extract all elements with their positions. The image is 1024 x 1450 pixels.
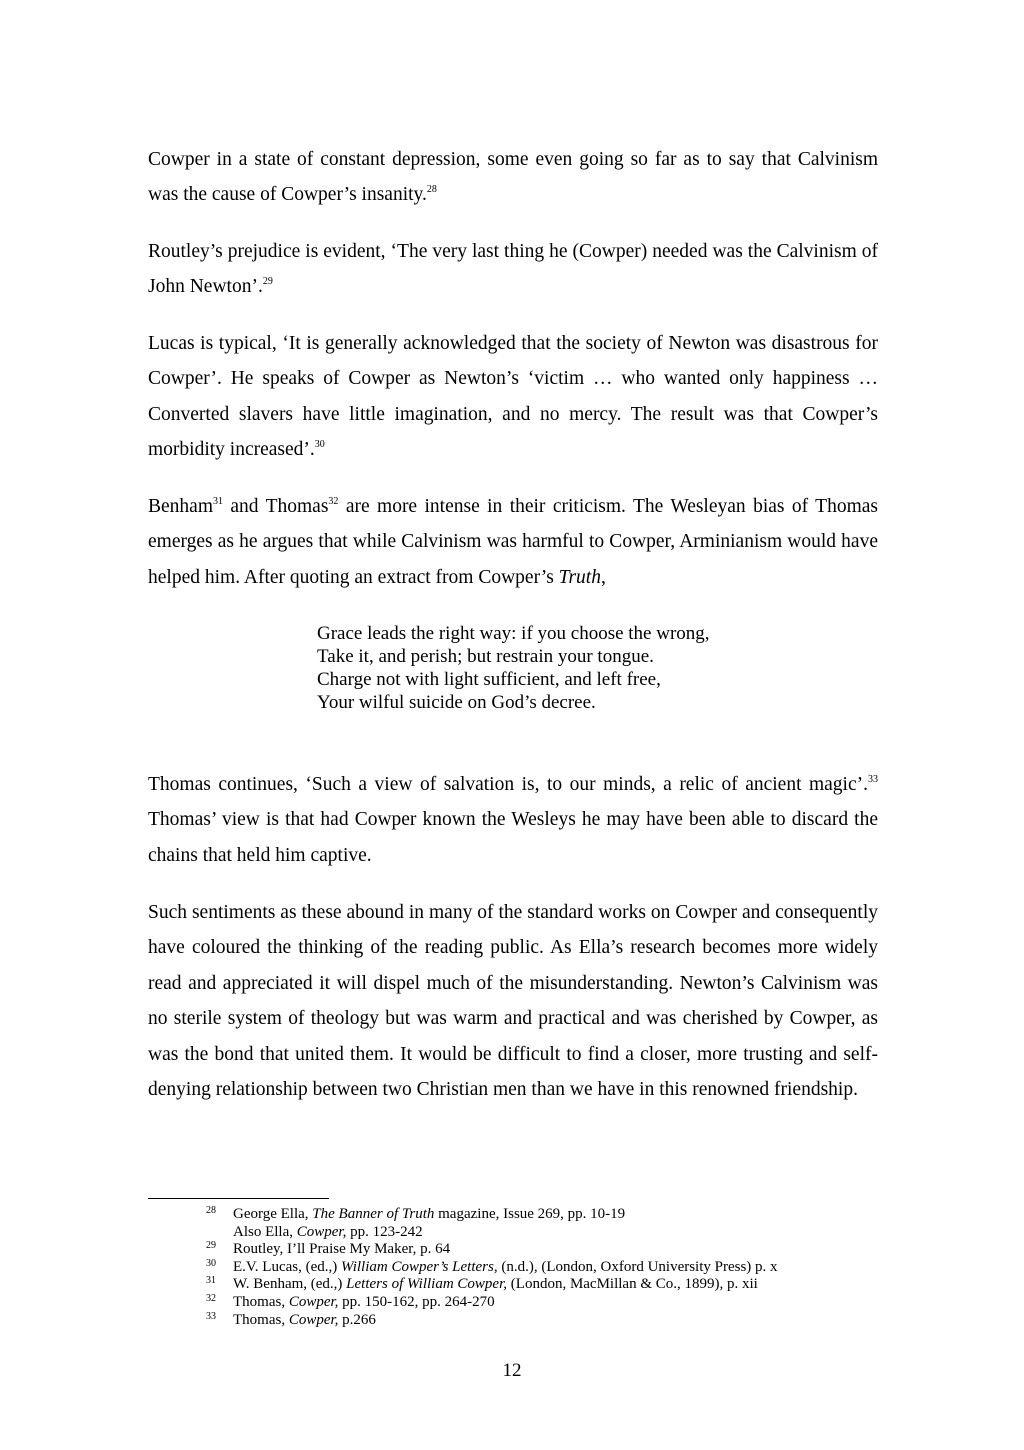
footnote-text: Thomas, bbox=[233, 1293, 289, 1310]
paragraph-5 bbox=[148, 767, 878, 873]
footnote-30 bbox=[0, 1259, 1024, 1277]
footnote-text: Routley, I’ll Praise My Maker, p. 64 bbox=[233, 1241, 451, 1258]
poem-line: Grace leads the right way: if you choose the wrong, bbox=[317, 623, 710, 644]
paragraph-text: Benham bbox=[148, 496, 213, 517]
paragraph-1 bbox=[148, 142, 878, 213]
footnote-divider bbox=[148, 1198, 329, 1199]
italic-title: Cowper, bbox=[288, 1311, 339, 1328]
footnote-text: (London, MacMillan & Co., 1899), p. xii bbox=[507, 1276, 758, 1293]
paragraph-text: Thomas continues, ‘Such a view of salvation is, to our minds, a relic of ancient magic’. bbox=[148, 774, 868, 795]
paragraph-text: Lucas is typical, ‘It is generally acknowledged that the society of Newton was disastrous for Cowper’. He speaks of Cowper as Newton’s ‘victim … who wanted only happiness … Converted slavers have little imagination, and no mercy. The result was that Cowper’s morbidity increased’. bbox=[148, 333, 878, 461]
poem-quote bbox=[317, 622, 837, 714]
footnote-28-continued bbox=[0, 1224, 1024, 1242]
paragraph-text: Thomas’ view is that had Cowper known the Wesleys he may have been able to discard the chains that held him captive. bbox=[148, 809, 878, 866]
footnote-number: 29 bbox=[206, 1240, 216, 1252]
poem-line: Take it, and perish; but restrain your tongue. bbox=[317, 646, 654, 667]
footnote-ref[interactable]: 33 bbox=[868, 773, 878, 785]
footnote-text: pp. 150-162, pp. 264-270 bbox=[338, 1293, 495, 1310]
footnote-28 bbox=[0, 1206, 1024, 1224]
italic-title: Truth bbox=[558, 566, 601, 588]
footnote-number: 28 bbox=[206, 1205, 216, 1216]
italic-title: Cowper, bbox=[296, 1223, 347, 1240]
footnote-ref[interactable]: 28 bbox=[426, 183, 437, 195]
paragraph-text: Such sentiments as these abound in many of the standard works on Cowper and consequently have coloured the thinking of the reading public. As Ella’s research becomes more widely read and appreciated it will dispel much of the misunderstanding. Newton’s Calvinism was no sterile system of theology but was warm and practical and was cherished by Cowper, as was the bond that united them. It would be difficult to find a closer, more trusting and self-denying relationship between two Christian men than we have in this renowned friendship. bbox=[148, 902, 878, 1101]
footnote-text: E.V. Lucas, (ed.,) bbox=[233, 1258, 342, 1275]
italic-title: Cowper, bbox=[288, 1293, 339, 1310]
paragraph-text: Cowper in a state of constant depression, some even going so far as to say that Calvinism was the cause of Cowper’s insanity. bbox=[148, 149, 878, 206]
page-number: 12 bbox=[502, 1360, 522, 1381]
footnote-ref[interactable]: 30 bbox=[314, 438, 325, 450]
footnote-ref[interactable]: 31 bbox=[212, 495, 223, 507]
italic-title: William Cowper’s Letters bbox=[341, 1258, 494, 1275]
footnote-text: Thomas, bbox=[233, 1311, 289, 1328]
paragraph-2 bbox=[148, 234, 878, 305]
footnote-text: p.266 bbox=[338, 1311, 376, 1328]
poem-line: Charge not with light sufficient, and left free, bbox=[317, 669, 661, 690]
paragraph-4 bbox=[148, 489, 878, 595]
footnote-number: 31 bbox=[206, 1275, 216, 1287]
paragraph-text: , bbox=[600, 566, 606, 588]
footnote-number: 32 bbox=[206, 1292, 216, 1304]
footnote-text: pp. 123-242 bbox=[346, 1223, 423, 1240]
footnote-text: W. Benham, (ed.,) bbox=[233, 1276, 347, 1293]
footnote-number: 30 bbox=[206, 1257, 216, 1269]
paragraph-text: and Thomas bbox=[222, 496, 329, 517]
paragraph-3 bbox=[148, 326, 878, 468]
paragraph-6 bbox=[148, 895, 878, 1107]
footnote-text: , (n.d.), (London, Oxford University Press) p. x bbox=[493, 1258, 778, 1275]
footnote-text: magazine, Issue 269, pp. 10-19 bbox=[434, 1206, 626, 1222]
footnote-text: Also Ella, bbox=[233, 1223, 297, 1240]
poem-line: Your wilful suicide on God’s decree. bbox=[317, 692, 596, 713]
footnote-ref[interactable]: 32 bbox=[328, 495, 339, 507]
footnote-33 bbox=[0, 1312, 1024, 1330]
footnotes bbox=[0, 1206, 1024, 1329]
footnote-ref[interactable]: 29 bbox=[262, 275, 273, 287]
italic-title: Letters of William Cowper, bbox=[346, 1276, 508, 1293]
italic-title: The Banner of Truth bbox=[312, 1206, 435, 1222]
footnote-number: 33 bbox=[206, 1310, 216, 1322]
paragraph-text: are more intense in their criticism. The Wesleyan bias of Thomas emerges as he argues that while Calvinism was harmful to Cowper, Arminianism would have helped him. After quoting an extract from Cowper’s bbox=[148, 496, 878, 588]
footnote-text: George Ella, bbox=[233, 1206, 313, 1222]
footnote-32 bbox=[0, 1294, 1024, 1312]
paragraph-text: Routley’s prejudice is evident, ‘The very last thing he (Cowper) needed was the Calvinism of John Newton’. bbox=[148, 241, 878, 298]
footnote-29 bbox=[0, 1241, 1024, 1259]
footnote-31 bbox=[0, 1276, 1024, 1294]
